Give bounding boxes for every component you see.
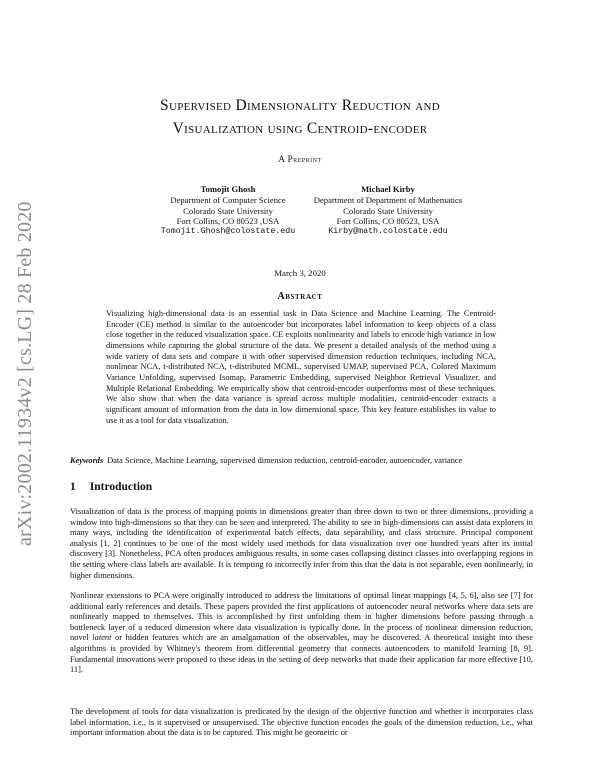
author-name: Michael Kirby bbox=[361, 184, 415, 194]
publication-date: March 3, 2020 bbox=[274, 268, 326, 278]
paragraph-text: Nonlinear extensions to PCA were originally introduced to address the limitations of optimal linear mappings [4, 5, 6], also see [7] for additional early references and details. These papers provided the first applications of autoencoder neural networks where data sets are nonlinearly mapped to themselves. This is accomplished by first unfolding them in higher dimensions before passing through a bottleneck layer of a reduced dimension where data visualization is typically done. In the process of nonlinear dimension reduction, novel bbox=[70, 590, 533, 643]
preprint-label: A Preprint bbox=[278, 154, 322, 164]
keywords-label: Keywords bbox=[70, 456, 104, 465]
paper-title-line-2: Visualization using Centroid-encoder bbox=[172, 120, 428, 137]
author-department: Department of Computer Science bbox=[170, 194, 286, 205]
author-block-2 bbox=[278, 184, 498, 238]
author-university: Colorado State University bbox=[183, 205, 273, 216]
author-address: Fort Collins, CO 80523, USA bbox=[336, 216, 440, 227]
emphasis-latent: latent bbox=[92, 632, 112, 643]
author-email: Kirby@math.colostate.edu bbox=[328, 227, 448, 237]
abstract-body: Visualizing high-dimensional data is an essential task in Data Science and Machine Learning. The Centroid-Encoder (CE) method is similar to the autoencoder but incorporates label information to keep objects of a class close together in the reduced visualization space. CE exploits nonlinearity and labels to encode high variance in low dimensions while capturing the global structure of the data. We present a detailed analysis of the method using a wide variety of data sets and compare it with other supervised dimension reduction techniques, including NCA, nonlinear NCA, t-distributed NCA, t-distributed MCML, supervised UMAP, supervised PCA, Colored Maximum Variance Unfolding, supervised Isomap, Parametric Embedding, supervised Neighbor Retrieval Visualizer, and Multiple Relational Embedding. We empirically show that centroid-encoder outperforms most of these techniques. We also show that when the data variance is spread across multiple modalities, centroid-encoder extracts a significant amount of information from the data in low dimensional space. This key feature establishes its value to use it as a tool for data visualization. bbox=[106, 309, 496, 425]
intro-paragraph-2 bbox=[70, 590, 533, 675]
intro-paragraph-3: The development of tools for data visualization is predicated by the design of the objective function and whether it incorporates class label information, i.e., is it supervised or unsupervised. The objective function encodes the goals of the dimension reduction, i.e., what important information about the data is to be captured. This might be geometric or bbox=[70, 706, 533, 738]
section-title: Introduction bbox=[89, 481, 153, 493]
abstract-heading: Abstract bbox=[277, 291, 323, 302]
keywords-line bbox=[70, 456, 540, 467]
author-university: Colorado State University bbox=[343, 205, 433, 216]
paper-title-line-1: Supervised Dimensionality Reduction and bbox=[160, 97, 440, 114]
paper-title bbox=[70, 94, 530, 140]
author-department: Department of Department of Mathematics bbox=[313, 194, 463, 205]
paragraph-text: or hidden features which are an amalgamation of the observables, may be discovered. A theoretical insight into these algorithms is provided by Whitney's theorem from differential geometry that connects autoencoders to manifold learning [8, 9]. Fundamental innovations were proposed to these ideas in the setting of deep networks that made their application far more effective [10, 11]. bbox=[70, 632, 533, 675]
intro-paragraph-1 bbox=[70, 506, 533, 580]
paragraph-text: Visualization of data is the process of mapping points in dimensions greater than three down to two or three dimensions, providing a window into high-dimensions so that they can be bbox=[70, 506, 533, 527]
author-email: Tomojit.Ghosh@colostate.edu bbox=[160, 227, 296, 237]
author-name: Tomojit Ghosh bbox=[200, 184, 256, 194]
keywords-text: Data Science, Machine Learning, supervised dimension reduction, centroid-encoder, autoencoder, variance bbox=[107, 456, 463, 465]
author-address: Fort Collins, CO 80523 ,USA bbox=[176, 216, 280, 227]
section-number: 1 bbox=[70, 481, 76, 493]
emphasis-seen: seen bbox=[239, 516, 255, 527]
arxiv-identifier-stamp: arXiv:2002.11934v2 [cs.LG] 28 Feb 2020 bbox=[14, 201, 36, 546]
section-heading-introduction bbox=[70, 481, 152, 493]
paragraph-text: and interpreted. The ability to see in high-dimensions can assist data explorers in many ways, including the identification of experimental batch effects, data separability, and class structure. Principal component analysis [1, 2] continues to be one of the most widely used methods for data visualization over one hundred years after its initial discovery [3]. Nonetheless, PCA often produces ambiguous results, in some cases collapsing distinct classes into overlapping regions in the setting where class labels are available. It is tempting to incorrectly infer from this that the data is not separable, even nonlinearly, in higher dimensions. bbox=[70, 516, 533, 580]
